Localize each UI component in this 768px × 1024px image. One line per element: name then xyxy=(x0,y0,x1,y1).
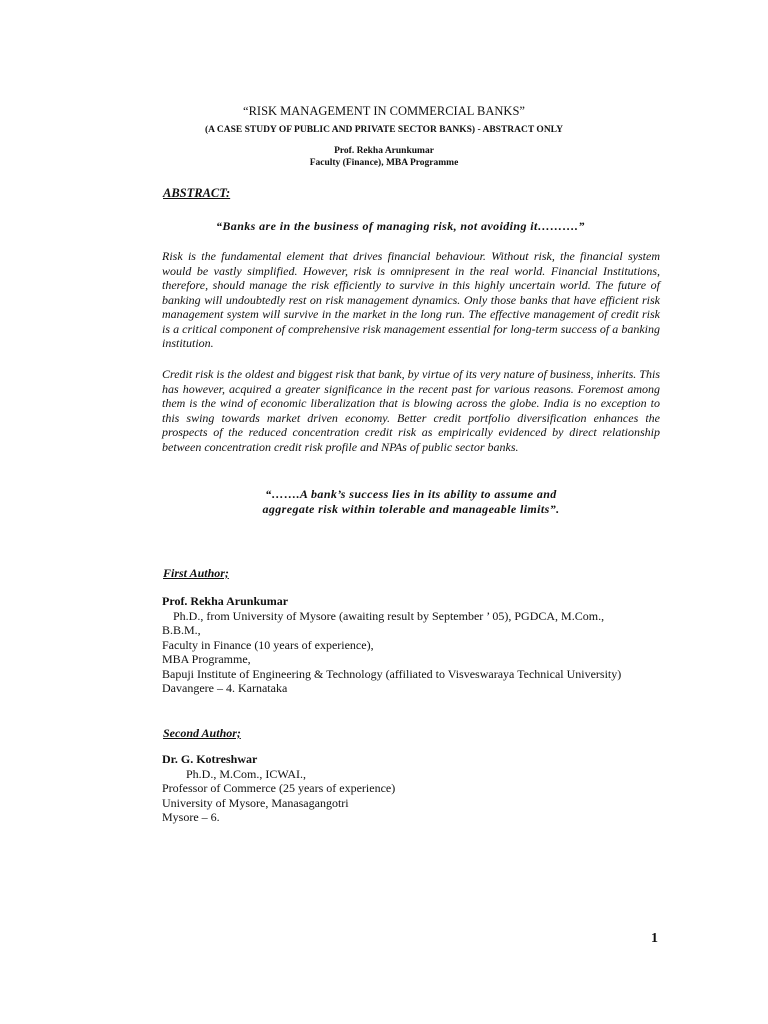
document-subtitle: (A CASE STUDY OF PUBLIC AND PRIVATE SECTOR BANKS) - ABSTRACT ONLY xyxy=(205,125,563,135)
opening-quote: “Banks are in the business of managing risk, not avoiding it……….” xyxy=(216,219,585,233)
second-author-location: Mysore – 6. xyxy=(162,810,220,824)
abstract-paragraph-1: Risk is the fundamental element that drives financial behaviour. Without risk, the financial system would be vastly simplified. However, risk is omnipresent in the real world. Financial Institutions, therefore, should manage the risk efficiently to survive in this highly uncertain world. The future of banking will undoubtedly rest on risk management dynamics. Only those banks that have efficient risk management system will survive in the market in the long run. The effective management of credit risk is a critical component of comprehensive risk management essential for long-term success of a banking institution. xyxy=(162,249,660,350)
second-author-university: University of Mysore, Manasagangotri xyxy=(162,795,349,810)
first-author-institute: Bapuji Institute of Engineering & Technology (affiliated to Visveswaraya Technical University) xyxy=(162,666,622,681)
first-author-name: Prof. Rekha Arunkumar xyxy=(162,594,289,608)
first-author-heading: First Author; xyxy=(163,566,229,580)
abstract-heading: ABSTRACT: xyxy=(163,186,231,200)
document-title: “RISK MANAGEMENT IN COMMERCIAL BANKS” xyxy=(243,104,525,118)
first-author-qualifications-cont: B.B.M., xyxy=(162,623,201,637)
second-author-details xyxy=(162,752,395,825)
second-author-name: Dr. G. Kotreshwar xyxy=(162,752,258,766)
first-author-location: Davangere – 4. Karnataka xyxy=(162,681,288,695)
first-author-details xyxy=(162,594,621,696)
closing-quote xyxy=(162,487,660,517)
first-author-qualifications: Ph.D., from University of Mysore (awaiting result by September ’ 05), PGDCA, M.Com., xyxy=(173,608,605,623)
closing-quote-line-1: “…….A bank’s success lies in its ability to assume and xyxy=(265,487,557,501)
closing-quote-line-2: aggregate risk within tolerable and manageable limits”. xyxy=(262,502,560,516)
second-author-heading: Second Author; xyxy=(163,726,241,740)
header-author-name: Prof. Rekha Arunkumar xyxy=(334,146,434,156)
second-author-position: Professor of Commerce (25 years of experience) xyxy=(162,781,396,795)
second-author-qualifications: Ph.D., M.Com., ICWAI., xyxy=(186,766,307,781)
page-number: 1 xyxy=(651,931,658,946)
first-author-experience: Faculty in Finance (10 years of experience), xyxy=(162,637,374,652)
first-author-programme: MBA Programme, xyxy=(162,652,251,666)
header-author-affiliation: Faculty (Finance), MBA Programme xyxy=(309,158,459,168)
abstract-paragraph-2: Credit risk is the oldest and biggest risk that bank, by virtue of its very nature of business, inherits. This has however, acquired a greater significance in the recent past for various reasons. Foremost among them is the wind of economic liberalization that is blowing across the globe. India is no exception to this swing towards market driven economy. Better credit portfolio diversification enhances the prospects of the reduced concentration credit risk as empirically evidenced by direct relationship between concentration credit risk profile and NPAs of public sector banks. xyxy=(162,367,660,454)
